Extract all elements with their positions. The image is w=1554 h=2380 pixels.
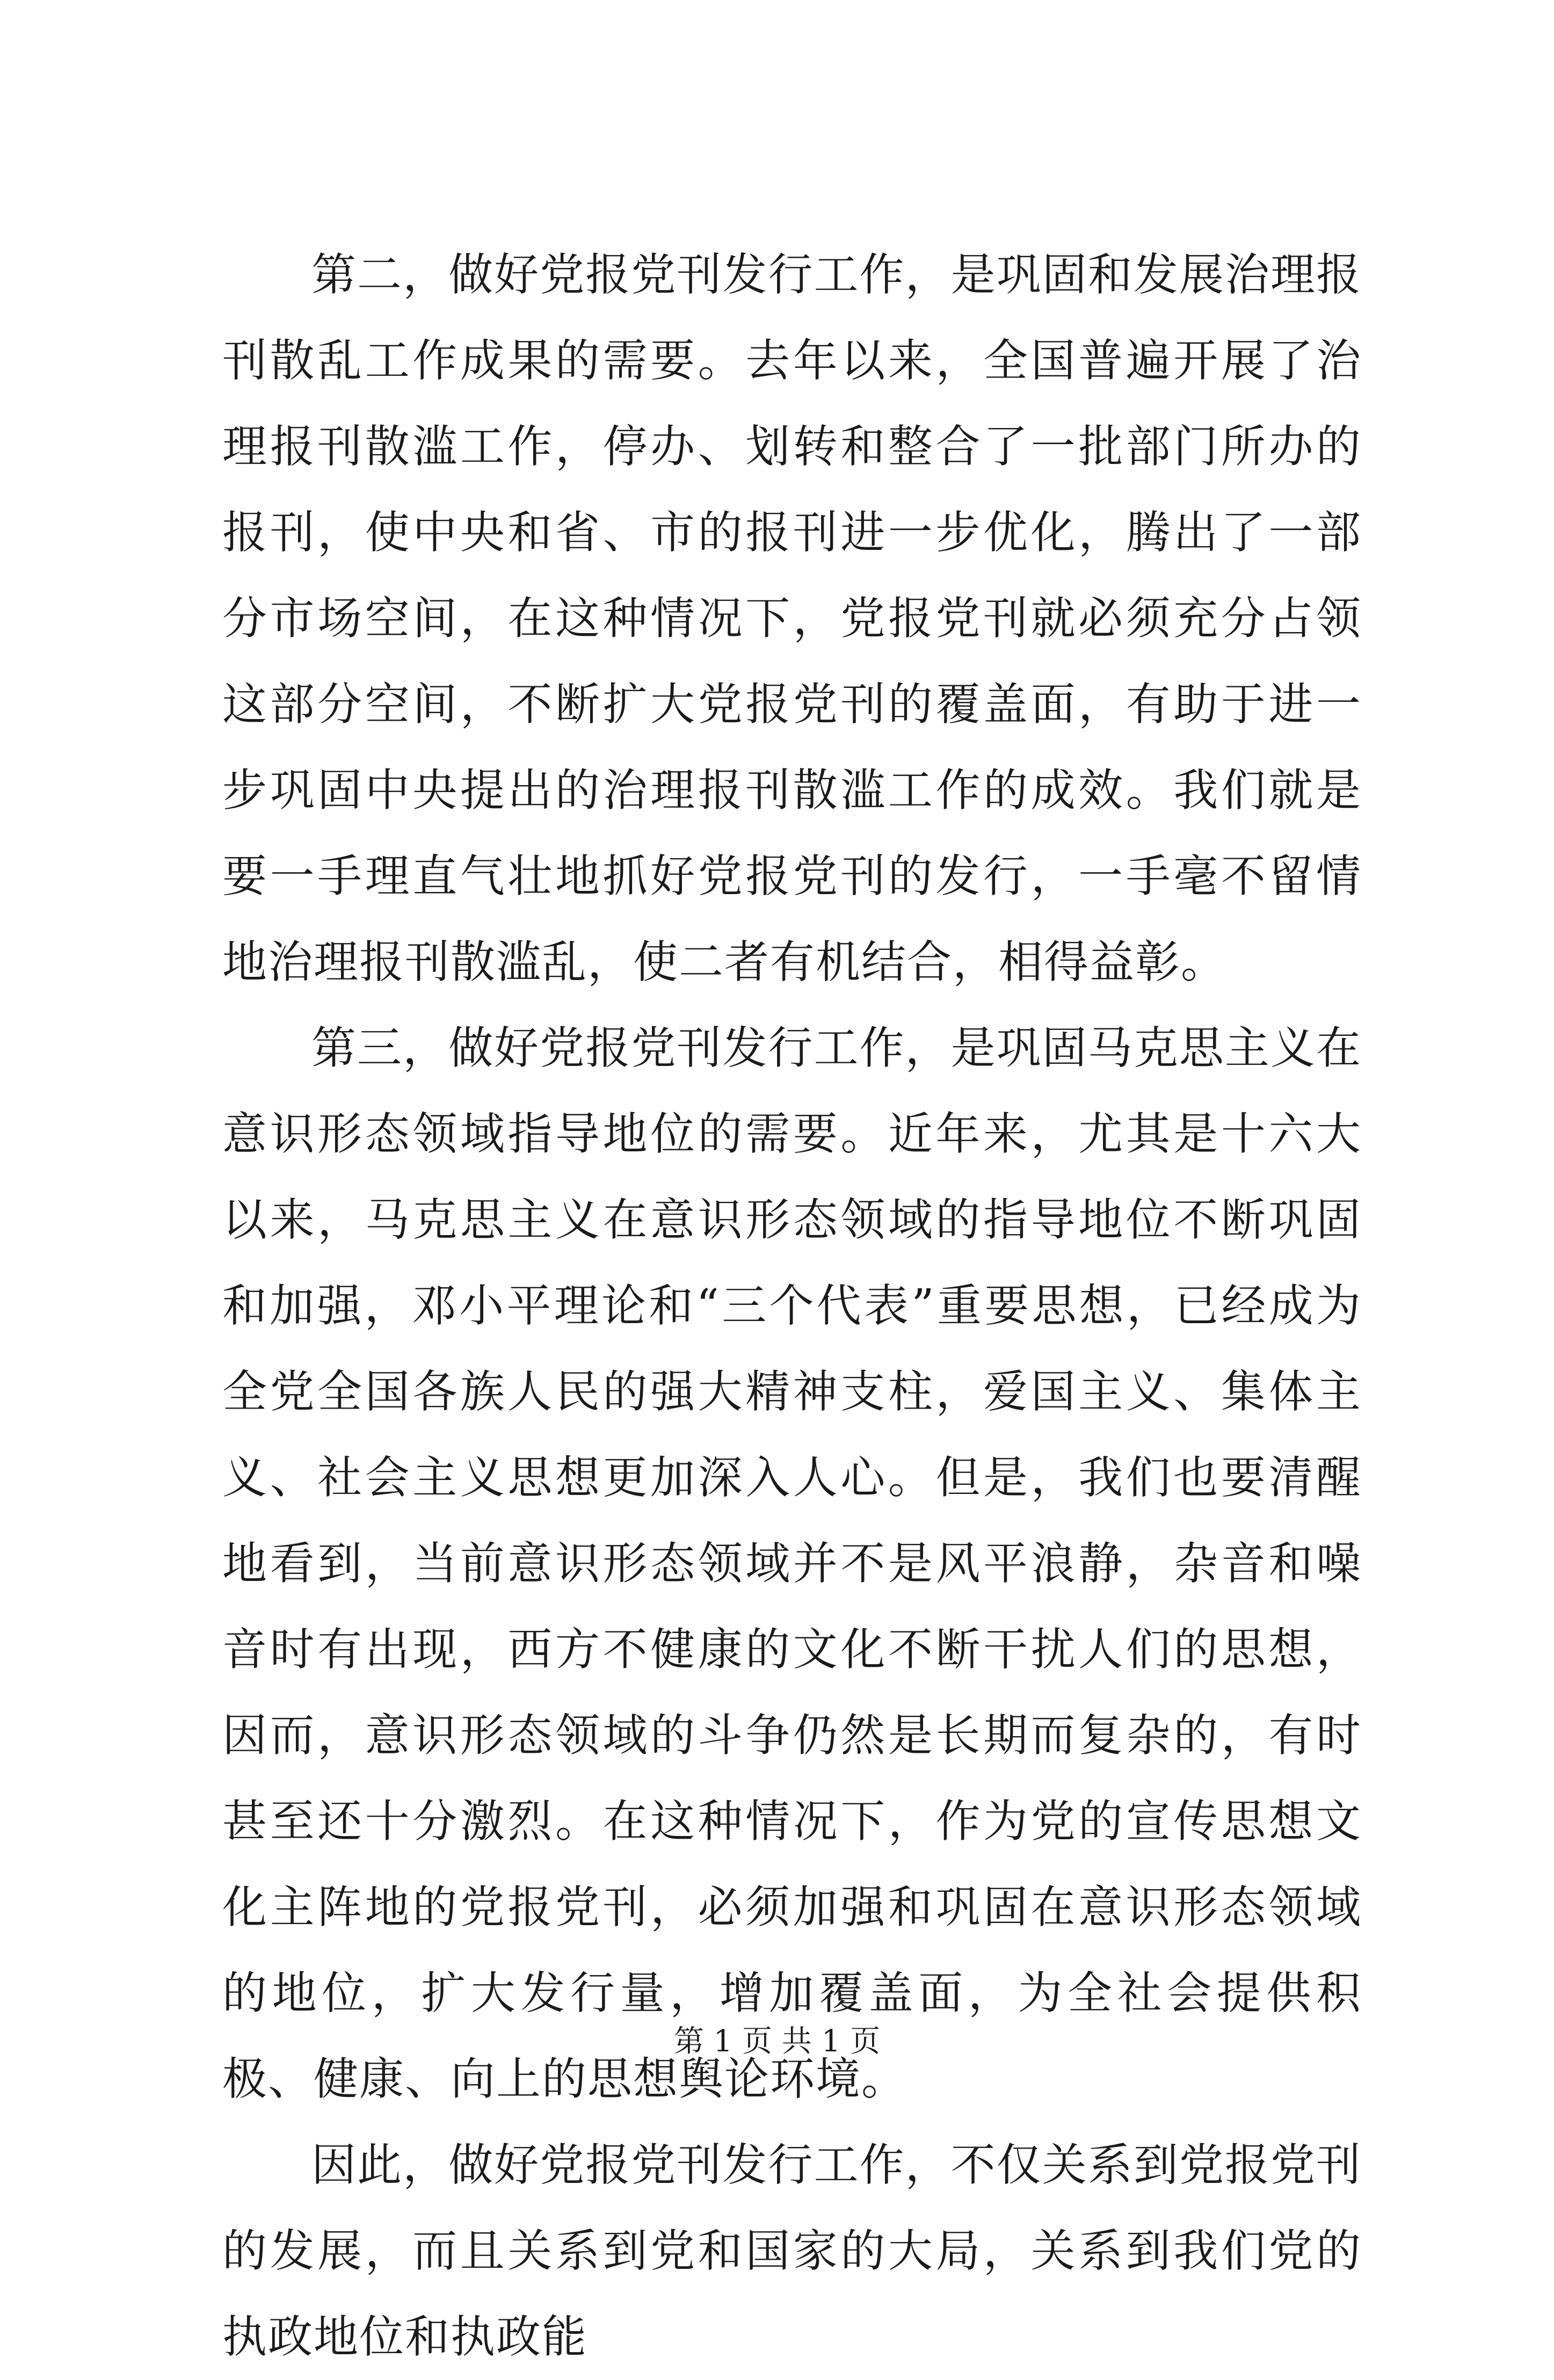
paragraph-third-point: 第三，做好党报党刊发行工作，是巩固马克思主义在意识形态领域指导地位的需要。近年来，尤其是十六大以来，马克思主义在意识形态领域的指导地位不断巩固和加强，邓小平理论和“三个代表”重要思想，已经成为全党全国各族人民的强大精神支柱，爱国主义、集体主义、社会主义思想更加深入人心。但是，我们也要清醒地看到，当前意识形态领域并不是风平浪静，杂音和噪音时有出现，西方不健康的文化不断干扰人们的思想，因而，意识形态领域的斗争仍然是长期而复杂的，有时甚至还十分激烈。在这种情况下，作为党的宣传思想文化主阵地的党报党刊，必须加强和巩固在意识形态领域的地位，扩大发行量，增加覆盖面，为全社会提供积极、健康、向上的思想舆论环境。 [222,1022,1362,2105]
paragraph-conclusion: 因此，做好党报党刊发行工作，不仅关系到党报党刊的发展，而且关系到党和国家的大局，关系到我们党的执政地位和执政能 [222,2139,1362,2363]
paragraph-second-point: 第二，做好党报党刊发行工作，是巩固和发展治理报刊散乱工作成果的需要。去年以来，全国普遍开展了治理报刊散滥工作，停办、划转和整合了一批部门所办的报刊，使中央和省、市的报刊进一步优化，腾出了一部分市场空间，在这种情况下，党报党刊就必须充分占领这部分空间，不断扩大党报党刊的覆盖面，有助于进一步巩固中央提出的治理报刊散滥工作的成效。我们就是要一手理直气壮地抓好党报党刊的发行，一手毫不留情地治理报刊散滥乱，使二者有机结合，相得益彰。 [222,249,1362,988]
page-number-footer: 第 1 页 共 1 页 [673,2024,881,2059]
